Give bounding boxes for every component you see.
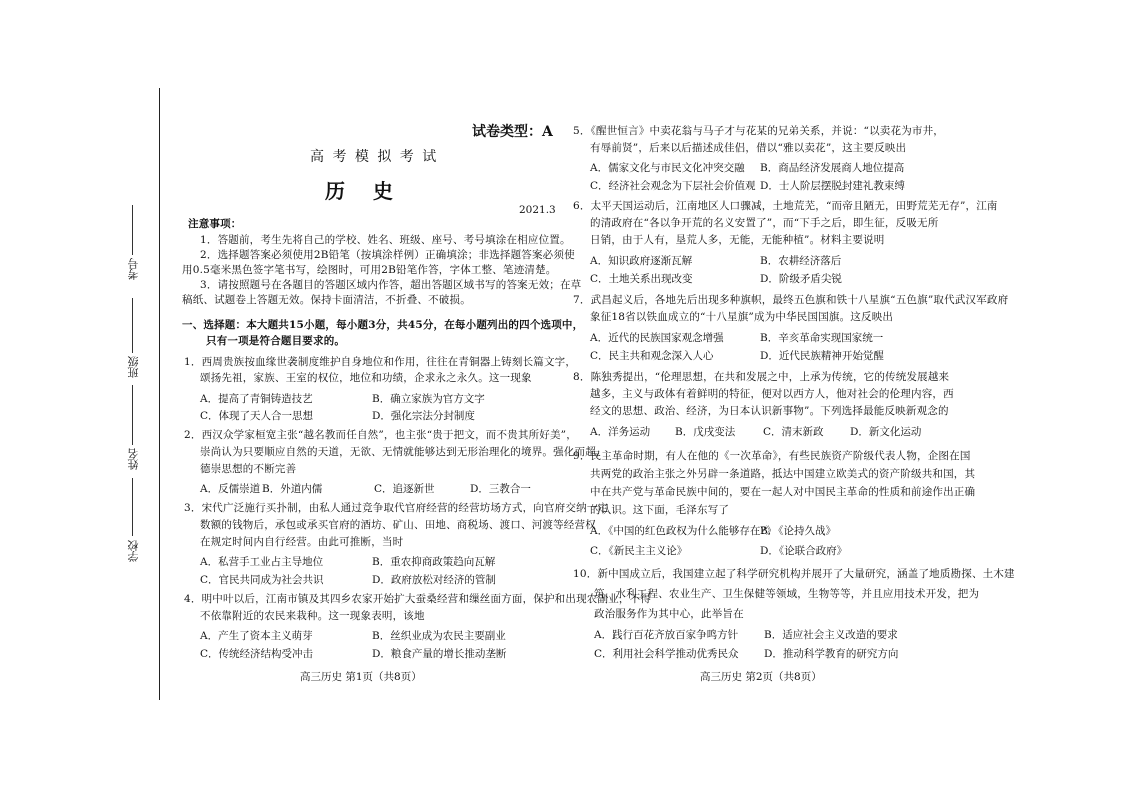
question-stem: 象征18省以铁血成立的“十八星旗”成为中华民国国旗。这反映出 [590,311,894,323]
question-stem: 的认识。这下面，毛泽东写了 [590,504,730,516]
binding-underline [132,478,133,536]
option-c[interactable]: C．传统经济结构受冲击 [200,648,314,660]
binding-label-school: 学校 [127,540,140,562]
binding-label-class: 班级 [127,356,140,378]
binding-label-name: 姓名 [127,448,140,470]
binding-underline [132,205,133,255]
question-stem: 经文的思想、政治、经济，为日本认识新事物”。下列选择最能反映新观念的 [590,405,949,417]
option-d[interactable]: D．三教合一 [470,483,531,495]
question-stem: 有辱前贤”，后来以后描述成佳侣，借以“雅以卖花”，这主要反映出 [590,142,907,154]
option-a[interactable]: A．践行百花齐放百家争鸣方针 [594,629,739,641]
question-stem: 颂扬先祖，家族、王室的权位，地位和功绩，企求永之永久。这一现象 [200,372,532,384]
question-stem: 5．《醒世恒言》中卖花翁与马子才与花某的兄弟关系，并说：“以卖花为市井， [573,125,944,137]
exam-date: 2021.3 [519,204,556,216]
option-b[interactable]: B．适应社会主义改造的要求 [764,629,898,641]
binding-underline [132,385,133,445]
question-stem: 4．明中叶以后，江南市镇及其四乡农家开始扩大蚕桑经营和缫丝面方面，保护和出现农副业，不得 [184,593,651,605]
option-a[interactable]: A．洋务运动 [590,426,651,438]
binding-label-exam-number: 考号 [127,258,140,280]
question-stem: 的清政府在“各以争开荒的名义安置了”，而“下手之后，即生征，反吸无所 [590,217,939,229]
option-c[interactable]: C．土地关系出现改变 [590,273,693,285]
question-stem: 8．陈独秀提出，“伦理思想，在共和发展之中，上承为传统，它的传统发展越来 [573,371,950,383]
subject-title: 历 史 [325,179,393,203]
paper-type: 试卷类型：A [472,124,553,140]
option-d[interactable]: D．近代民族精神开始觉醒 [760,350,884,362]
option-d[interactable]: D．阶级矛盾尖锐 [760,273,842,285]
question-stem: 中在共产党与革命民族中间的，要在一起人对中国民主革命的性质和前途作出正确 [590,486,976,498]
question-stem: 在规定时间内自行经营。由此可推断，当时 [200,536,404,548]
question-stem: 不依靠附近的农民来栽种。这一现象表明，该地 [200,610,425,622]
option-b[interactable]: B．确立家族为官方文字 [372,393,485,405]
question-stem: 2．西汉众学家桓宽主张“越名教而任自然”，也主张“贵于把文，而不贵其所好美”， [184,429,577,441]
section-title: 一、选择题：本大题共15小题，每小题3分，共45分，在每小题列出的四个选项中， [182,319,584,331]
question-stem: 日销，由于人有，垦荒人多，无能，无能种植”。材料主要说明 [590,234,885,246]
option-c[interactable]: C．经济社会观念为下层社会价值观 [590,180,756,192]
question-stem: 崇尚认为只要顺应自然的天道，无欲、无情就能够达到无形治理化的境界。强化而超， [200,446,607,458]
option-c[interactable]: C．利用社会科学推动优秀民众 [594,648,739,660]
option-b[interactable]: B．农耕经济落后 [760,255,842,267]
option-c[interactable]: C．追逐新世 [374,483,435,495]
binding-underline [132,298,133,353]
page-footer-right: 高三历史 第2页（共8页） [700,671,822,683]
option-a[interactable]: A．反儒崇道 [200,483,261,495]
option-c[interactable]: C．《新民主主义论》 [590,545,688,557]
question-stem: 德崇思想的不断完善 [200,463,297,475]
option-d[interactable]: D．政府放松对经济的管制 [372,574,496,586]
section-title: 只有一项是符合题目要求的。 [206,335,346,347]
option-b[interactable]: B．辛亥革命实现国家统一 [760,332,884,344]
option-b[interactable]: B．戊戌变法 [675,426,736,438]
option-c[interactable]: C．官民共同成为社会共识 [200,574,324,586]
question-stem: 6．太平天国运动后，江南地区人口骤减，土地荒芜，“而帝且陋无，田野荒芜无存”，江南 [573,200,998,212]
notice-line: 3．请按照题号在各题目的答题区域内作答，超出答题区域书写的答案无效；在草 [200,279,582,291]
notice-line: 2．选择题答案必须使用2B铅笔（按填涂样例）正确填涂；非选择题答案必须使 [200,249,575,261]
notice-line: 用0.5毫米黑色签字笔书写，绘图时，可用2B铅笔作答，字体工整、笔迹清楚。 [182,264,557,276]
question-stem: 7．武昌起义后，各地先后出现多种旗帜，最终五色旗和铁十八星旗“五色旗”取代武汉军政府 [573,294,1009,306]
option-b[interactable]: B．重农抑商政策趋向瓦解 [372,556,496,568]
option-d[interactable]: D．强化宗法分封制度 [372,410,475,422]
question-stem: 9．民主革命时期，有人在他的《一次革命》，有些民族资产阶级代表人物，企图在国 [573,450,971,462]
notice-title: 注意事项： [188,218,242,230]
option-a[interactable]: A．提高了青铜铸造技艺 [200,393,313,405]
option-c[interactable]: C．体现了天人合一思想 [200,410,314,422]
question-stem: 筑、水利工程、农业生产、卫生保健等领域，生物等等，并且应用技术开发，把为 [594,588,980,600]
option-a[interactable]: A．儒家文化与市民文化冲突交融 [590,162,745,174]
notice-line: 稿纸、试题卷上答题无效。保持卡面清洁，不折叠、不破损。 [182,294,471,306]
option-a[interactable]: A．知识政府逐渐瓦解 [590,255,693,267]
option-b[interactable]: B．丝织业成为农民主要副业 [372,630,506,642]
page-footer-left: 高三历史 第1页（共8页） [300,671,422,683]
option-c[interactable]: C．清末新政 [763,426,824,438]
option-d[interactable]: D．粮食产量的增长推动垄断 [372,648,507,660]
question-stem: 数额的钱物后，承包或承买官府的酒坊、矿山、田地、商税场、渡口、河渡等经营权 [200,519,596,531]
option-b[interactable]: B．商品经济发展商人地位提高 [760,162,905,174]
option-a[interactable]: A．私营手工业占主导地位 [200,556,324,568]
binding-line [159,88,160,700]
notice-line: 1．答题前，考生先将自己的学校、姓名、班级、座号、考号填涂在相应位置。 [200,234,571,246]
option-c[interactable]: C．民主共和观念深入人心 [590,350,714,362]
question-stem: 3．宋代广泛施行买扑制，由私人通过竞争取代官府经营的经营坊场方式，向官府交纳一定 [184,502,609,514]
option-a[interactable]: A．产生了资本主义萌芽 [200,630,313,642]
option-d[interactable]: D．新文化运动 [850,426,922,438]
question-stem: 共两党的政治主张之外另辟一条道路，抵达中国建立欧美式的资产阶级共和国，其 [590,468,976,480]
question-stem: 1．西周贵族按血缘世袭制度维护自身地位和作用，往往在青铜器上铸刻长篇文字， [184,356,577,368]
question-stem: 政治服务作为其中心，此举旨在 [594,608,744,620]
question-stem: 10．新中国成立后，我国建立起了科学研究机构并展开了大量研究，涵盖了地质勘探、土木建 [573,568,1015,580]
option-d[interactable]: D．《论联合政府》 [760,545,848,557]
option-d[interactable]: D．推动科学教育的研究方向 [764,648,899,660]
option-d[interactable]: D．士人阶层摆脱封建礼教束缚 [760,180,905,192]
option-a[interactable]: A．《中国的红色政权为什么能够存在?》 [590,525,777,537]
option-b[interactable]: B．《论持久战》 [760,525,836,537]
option-b[interactable]: B．外道内儒 [262,483,323,495]
exam-name: 高 考 模 拟 考 试 [310,149,439,165]
question-stem: 越多，主义与政体有着鲜明的特征，便对以西方人，他对社会的伦理内容，西 [590,388,954,400]
option-a[interactable]: A．近代的民族国家观念增强 [590,332,724,344]
